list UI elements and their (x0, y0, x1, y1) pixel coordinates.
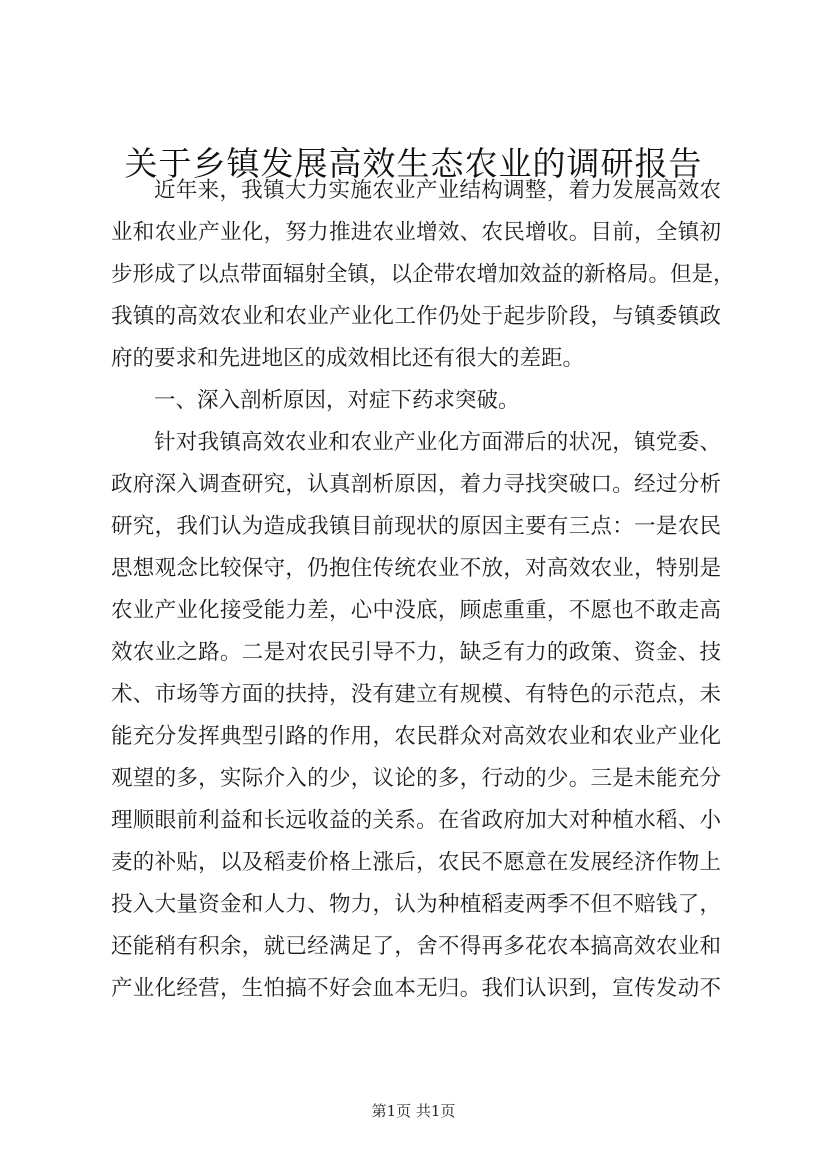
body-line: 近年来，我镇大力实施农业产业结构调整，着力发展高效农 (154, 178, 721, 203)
body-line: 麦的补贴，以及稻麦价格上涨后，农民不愿意在发展经济作物上 (111, 850, 721, 875)
body-line: 效农业之路。二是对农民引导不力，缺乏有力的政策、资金、技 (111, 640, 721, 665)
body-line: 思想观念比较保守，仍抱住传统农业不放，对高效农业，特别是 (111, 556, 721, 581)
body-line: 业和农业产业化，努力推进农业增效、农民增收。目前，全镇初 (111, 220, 721, 245)
document-body (111, 170, 735, 1010)
body-line: 政府深入调查研究，认真剖析原因，着力寻找突破口。经过分析 (111, 472, 721, 497)
body-line: 观望的多，实际介入的少，议论的多，行动的少。三是未能充分 (111, 766, 721, 791)
page-footer: 第1页 共1页 (371, 1102, 456, 1120)
body-line: 步形成了以点带面辐射全镇，以企带农增加效益的新格局。但是， (111, 262, 735, 287)
body-line: 能充分发挥典型引路的作用，农民群众对高效农业和农业产业化 (111, 724, 721, 749)
body-line: 理顺眼前利益和长远收益的关系。在省政府加大对种植水稻、小 (111, 808, 721, 833)
body-line: 府的要求和先进地区的成效相比还有很大的差距。 (111, 346, 585, 371)
body-line: 我镇的高效农业和农业产业化工作仍处于起步阶段，与镇委镇政 (111, 304, 721, 329)
body-line: 投入大量资金和人力、物力，认为种植稻麦两季不但不赔钱了， (111, 892, 721, 917)
body-line: 研究，我们认为造成我镇目前现状的原因主要有三点：一是农民 (111, 514, 721, 539)
section-heading: 一、深入剖析原因，对症下药求突破。 (154, 388, 520, 413)
body-line: 术、市场等方面的扶持，没有建立有规模、有特色的示范点，未 (111, 682, 721, 707)
body-line: 产业化经营，生怕搞不好会血本无归。我们认识到，宣传发动不 (111, 976, 721, 1001)
body-line: 还能稍有积余，就已经满足了，舍不得再多花农本搞高效农业和 (111, 934, 721, 959)
body-line: 农业产业化接受能力差，心中没底，顾虑重重，不愿也不敢走高 (111, 598, 721, 623)
body-line: 针对我镇高效农业和农业产业化方面滞后的状况，镇党委、 (154, 430, 721, 455)
document-title: 关于乡镇发展高效生态农业的调研报告 (124, 144, 703, 183)
